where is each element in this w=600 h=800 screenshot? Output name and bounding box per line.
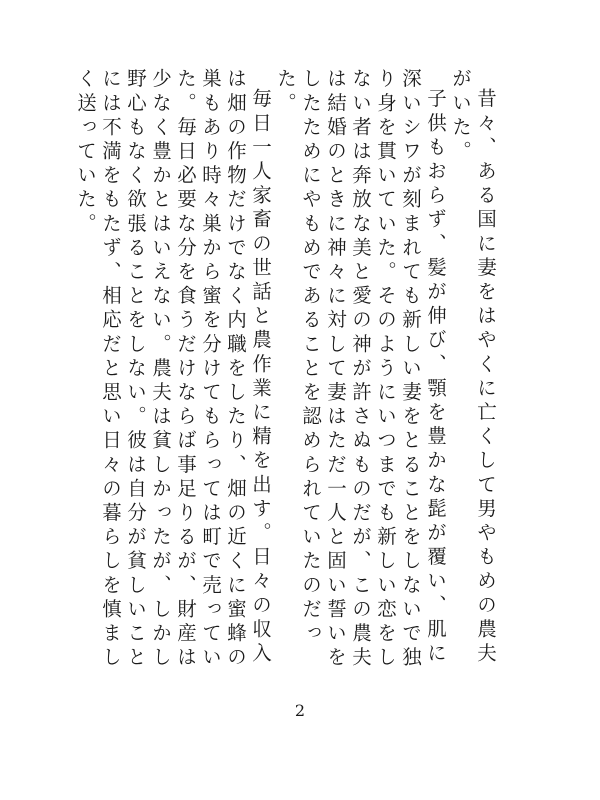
paragraph-1: 昔々、ある国に妻をはやくに亡くして男やもめの農夫がいた。 (449, 68, 497, 666)
paragraph-2: 子供もおらず、髪が伸び、顎を豊かな髭が覆い、肌に深いシワが刻まれても新しい妻をとることをしないで独り身を貫いていた。そのようにいつまでも新しい恋をしない者は奔放な美と愛の神が許さぬものだが、この農夫は結婚のときに神々に対して妻はただ一人と固い誓いをしたためにやもめであることを認められていたのだった。 (274, 68, 447, 671)
paragraph-3: 毎日一人家畜の世話と農作業に精を出す。日々の収入は畑の作物だけでなく内職をしたり、畑の近くに蜜蜂の巣もあり時々巣から蜜を分けてもらっては町で売っていた。毎日必要な分を食うだけならば事足りるが、財産は少なく豊かとはいえない。農夫は貧しかったが、しかし野心もなく欲張ることをしない。彼は自分が貧しいことには不満をもたず、相応だと思い日々の暮らしを慎ましく送っていた。 (74, 68, 272, 671)
page-number: 2 (294, 701, 306, 720)
story-text (73, 68, 498, 688)
